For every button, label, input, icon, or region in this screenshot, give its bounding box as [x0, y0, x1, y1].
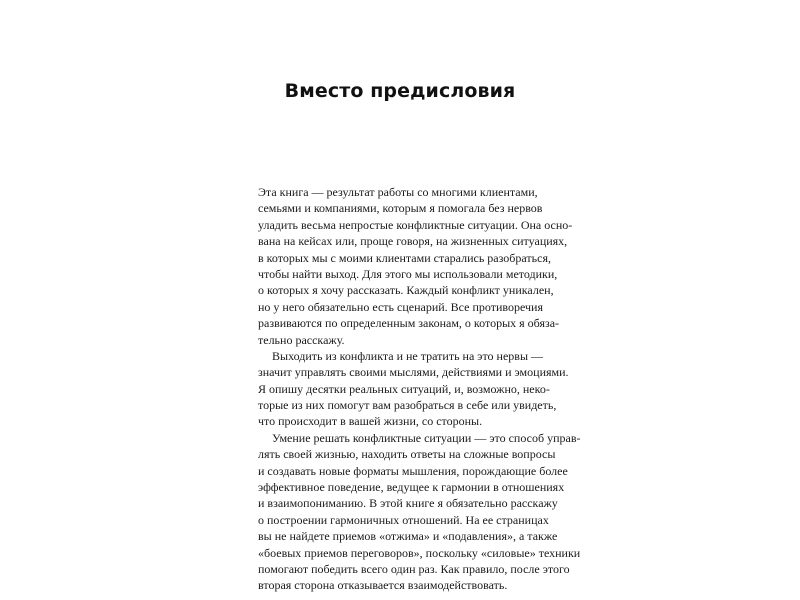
- page-title: Вместо предисловия: [284, 80, 516, 102]
- text-line: и создавать новые форматы мышления, порождающие более: [258, 463, 568, 478]
- text-line: вторая сторона отказывается взаимодействовать.: [258, 578, 508, 593]
- text-line: семьями и компаниями, которым я помогала без нервов: [258, 201, 543, 216]
- text-line: и взаимопониманию. В этой книге я обязательно расскажу: [258, 496, 558, 511]
- text-line: эффективное поведение, ведущее к гармонии в отношениях: [258, 480, 565, 495]
- text-line: Выходить из конфликта и не тратить на это нервы —: [272, 348, 544, 363]
- text-line: вы не найдете приемов «отжима» и «подавления», а также: [258, 529, 558, 544]
- text-line: развиваются по определенным законам, о которых я обяза-: [258, 316, 560, 331]
- text-line: в которых мы с моими клиентами старались разобраться,: [258, 250, 551, 265]
- text-line: о которых я хочу рассказать. Каждый конфликт уникален,: [258, 283, 554, 298]
- text-line: уладить весьма непростые конфликтные ситуации. Она осно-: [258, 217, 573, 232]
- text-line: но у него обязательно есть сценарий. Все противоречия: [258, 299, 543, 314]
- text-line: помогают победить всего один раз. Как правило, после этого: [258, 561, 570, 576]
- text-line: Я опишу десятки реальных ситуаций, и, возможно, неко-: [258, 381, 550, 396]
- text-line: о построении гармоничных отношений. На ее страницах: [258, 512, 549, 527]
- text-line: лять своей жизнью, находить ответы на сложные вопросы: [258, 447, 556, 462]
- text-line: чтобы найти выход. Для этого мы использовали методики,: [258, 266, 558, 281]
- text-line: Умение решать конфликтные ситуации — это способ управ-: [272, 430, 581, 445]
- text-line: Эта книга — результат работы со многими клиентами,: [258, 185, 538, 199]
- text-line: вана на кейсах или, проще говоря, на жизненных ситуациях,: [258, 234, 568, 249]
- paragraph-2: [258, 348, 569, 430]
- paragraph-1: [258, 184, 573, 348]
- text-line: торые из них помогут вам разобраться в себе или увидеть,: [258, 398, 557, 413]
- text-line: тельно расскажу.: [258, 332, 345, 347]
- paragraph-3: [258, 430, 581, 594]
- text-line: что происходит в вашей жизни, со стороны.: [258, 414, 483, 429]
- text-line: «боевых приемов переговоров», поскольку «силовые» техники: [258, 545, 581, 560]
- body-text: [258, 184, 581, 594]
- text-line: значит управлять своими мыслями, действиями и эмоциями.: [258, 365, 569, 380]
